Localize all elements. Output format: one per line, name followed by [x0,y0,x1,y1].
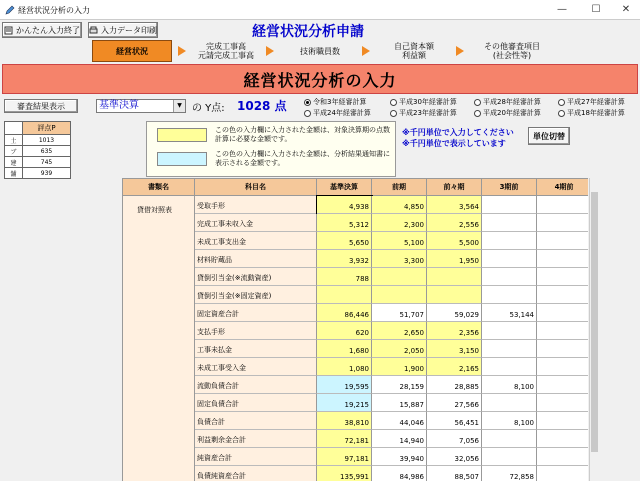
value-cell[interactable] [537,376,588,394]
row-item-name: 支払手形 [195,322,317,340]
score-row [5,168,71,179]
value-cell[interactable]: 3,932 [317,250,372,268]
value-cell[interactable]: 59,029 [427,304,482,322]
value-cell[interactable] [537,448,588,466]
value-cell[interactable] [537,286,588,304]
chevron-down-icon[interactable]: ▼ [173,100,185,112]
value-cell[interactable] [482,448,537,466]
page-banner: 経営状況分析の入力 [2,64,638,94]
note-display-unit: ※千円単位で表示しています [402,139,506,148]
tab-arrow-icon [266,46,274,56]
value-cell[interactable]: 51,707 [372,304,427,322]
value-cell[interactable]: 1,900 [372,358,427,376]
radio-selected-icon [304,99,311,106]
grid-header-row [123,179,588,196]
score-row [5,157,71,168]
row-item-name: 材料貯蔵品 [195,250,317,268]
score-key: 建 [5,157,23,168]
value-cell[interactable] [372,286,427,304]
close-button[interactable]: ✕ [621,4,631,15]
y-value: 1028 点 [237,99,287,113]
value-cell[interactable]: 4,850 [372,196,427,214]
tab-arrow-icon [456,46,464,56]
y-label: の Y点: [192,103,225,114]
score-key: 舗 [5,168,23,179]
value-cell[interactable]: 84,986 [372,466,427,481]
value-cell[interactable]: 2,300 [372,214,427,232]
app-title: 経営状況分析申請 [252,24,364,40]
radio-icon [304,110,311,117]
row-item-name: 工事未払金 [195,340,317,358]
yellow-legend-text: この色の入力欄に入力された金額は、対象決算期の点数計算に必要な金額です。 [215,126,390,143]
basis-select-value: 基準決算 [99,100,139,111]
radio-icon [474,110,481,117]
value-cell[interactable] [537,196,588,214]
table-row [195,466,588,481]
value-cell[interactable] [537,322,588,340]
row-item-name: 貸倒引当金(※固定資産) [195,286,317,304]
value-cell[interactable]: 788 [317,268,372,286]
tab-equity-profit[interactable]: 自己資本額 利益額 [394,42,434,60]
basis-select[interactable] [96,99,186,113]
row-item-name: 固定資産合計 [195,304,317,322]
value-cell[interactable]: 39,940 [372,448,427,466]
radio-icon [390,110,397,117]
table-row [195,196,588,214]
radio-label: 平成30年経審計算 [399,98,457,106]
radio-label: 平成28年経審計算 [483,98,541,106]
value-cell[interactable] [482,322,537,340]
value-cell[interactable] [482,286,537,304]
tab-completed-work[interactable]: 完成工事高 元請完成工事高 [198,42,254,60]
table-row [195,376,588,394]
value-cell[interactable]: 4,938 [317,196,372,214]
radio-label: 平成27年経審計算 [567,98,625,106]
row-item-name: 未成工事支出金 [195,232,317,250]
table-row [195,268,588,286]
printer-icon [89,26,98,35]
header-prev: 前期 [372,179,427,196]
value-cell[interactable]: 28,159 [372,376,427,394]
print-input-label: 入力データ印刷 [101,25,157,35]
row-item-name: 完成工事未収入金 [195,214,317,232]
window-titlebar [0,0,640,20]
value-cell[interactable]: 53,144 [482,304,537,322]
value-cell[interactable] [482,430,537,448]
value-cell[interactable]: 2,650 [372,322,427,340]
value-cell[interactable] [372,268,427,286]
score-table [4,121,71,179]
value-cell[interactable]: 8,100 [482,412,537,430]
header-item: 科目名 [195,179,317,196]
tab-arrow-icon [178,46,186,56]
radio-h30[interactable] [390,97,457,107]
radio-h23[interactable] [390,108,457,118]
value-cell[interactable]: 72,181 [317,430,372,448]
radio-label: 平成23年経審計算 [399,109,457,117]
header-base: 基準決算 [317,179,372,196]
row-item-name: 負債合計 [195,412,317,430]
row-item-name: 受取手形 [195,196,317,214]
radio-label: 平成24年経審計算 [313,109,371,117]
value-cell[interactable]: 28,885 [427,376,482,394]
row-item-name: 利益剰余金合計 [195,430,317,448]
row-item-name: 貸倒引当金(※流動資産) [195,268,317,286]
table-row [195,448,588,466]
category-label: 貸借対照表 [137,206,172,214]
radio-h28[interactable] [474,97,541,107]
value-cell[interactable]: 97,181 [317,448,372,466]
radio-h18[interactable] [558,108,625,118]
score-row [5,146,71,157]
value-cell[interactable]: 5,500 [427,232,482,250]
score-value: 745 [23,157,71,168]
tab-other-items[interactable]: その他審査項目 (社会性等) [484,42,540,60]
radio-h24[interactable] [304,108,371,118]
value-cell[interactable]: 620 [317,322,372,340]
value-cell[interactable] [537,412,588,430]
value-cell[interactable] [482,394,537,412]
value-cell[interactable]: 3,150 [427,340,482,358]
score-row [5,135,71,146]
table-row [195,214,588,232]
radio-label: 平成20年経審計算 [483,109,541,117]
blue-legend-text: この色の入力欄に入力された金額は、分析結果通知書に表示される金額です。 [215,150,390,167]
value-cell[interactable]: 19,215 [317,394,372,412]
row-item-name: 流動負債合計 [195,376,317,394]
document-icon [4,26,13,35]
value-cell[interactable] [537,466,588,481]
value-cell[interactable]: 2,165 [427,358,482,376]
table-row [195,322,588,340]
value-cell[interactable]: 56,451 [427,412,482,430]
value-cell[interactable] [537,430,588,448]
value-cell[interactable]: 32,056 [427,448,482,466]
tab-arrow-icon [362,46,370,56]
header-prev2: 前々期 [427,179,482,196]
score-key: 土 [5,135,23,146]
value-cell[interactable]: 135,991 [317,466,372,481]
unit-toggle-button[interactable]: 単位切替 [528,127,570,145]
value-cell[interactable] [482,250,537,268]
color-legend [146,121,396,177]
value-cell[interactable]: 2,050 [372,340,427,358]
value-cell[interactable] [537,214,588,232]
value-cell[interactable] [537,304,588,322]
radio-h20[interactable] [474,108,541,118]
row-item-name: 負債純資産合計 [195,466,317,481]
table-row [195,250,588,268]
table-row [195,340,588,358]
maximize-button[interactable]: ☐ [591,4,601,15]
value-cell[interactable]: 3,564 [427,196,482,214]
value-cell[interactable]: 1,680 [317,340,372,358]
table-row [195,394,588,412]
score-value: 635 [23,146,71,157]
score-value: 1013 [23,135,71,146]
value-cell[interactable] [317,286,372,304]
value-cell[interactable]: 38,810 [317,412,372,430]
print-input-button[interactable] [88,22,158,38]
row-item-name: 純資産合計 [195,448,317,466]
score-key: ブ [5,146,23,157]
value-cell[interactable]: 5,650 [317,232,372,250]
value-cell[interactable]: 8,100 [482,376,537,394]
radio-icon [558,99,565,106]
score-header: 評点P [23,122,71,135]
app-pencil-icon [5,5,15,15]
value-cell[interactable] [537,340,588,358]
category-balance-sheet [123,196,195,481]
radio-r3[interactable] [304,97,366,107]
value-cell[interactable]: 7,056 [427,430,482,448]
value-cell[interactable]: 1,950 [427,250,482,268]
table-row [195,358,588,376]
value-cell[interactable] [482,358,537,376]
value-cell[interactable]: 5,100 [372,232,427,250]
row-item-name: 未成工事受入金 [195,358,317,376]
note-input-unit: ※千円単位で入力してください [402,128,514,137]
tab-management-status[interactable]: 経営状況 [92,40,172,62]
tab-technical-staff[interactable]: 技術職員数 [300,46,340,56]
value-cell[interactable]: 1,080 [317,358,372,376]
header-document: 書類名 [123,179,195,196]
value-cell[interactable] [427,286,482,304]
value-cell[interactable]: 72,858 [482,466,537,481]
value-cell[interactable]: 15,887 [372,394,427,412]
value-cell[interactable] [482,340,537,358]
value-cell[interactable] [427,268,482,286]
value-cell[interactable]: 5,312 [317,214,372,232]
table-row [195,430,588,448]
radio-label: 令和3年経審計算 [313,98,367,106]
review-result-button[interactable]: 審査結果表示 [4,99,78,113]
radio-icon [558,110,565,117]
value-cell[interactable]: 2,556 [427,214,482,232]
header-4ago: 4期前 [537,179,588,196]
value-cell[interactable] [537,394,588,412]
score-value: 939 [23,168,71,179]
table-row [195,232,588,250]
value-cell[interactable] [482,214,537,232]
yellow-swatch [157,128,207,142]
value-cell[interactable] [537,232,588,250]
value-cell[interactable]: 86,446 [317,304,372,322]
value-cell[interactable]: 3,300 [372,250,427,268]
value-cell[interactable]: 19,595 [317,376,372,394]
value-cell[interactable]: 2,356 [427,322,482,340]
value-cell[interactable]: 88,507 [427,466,482,481]
value-cell[interactable]: 14,940 [372,430,427,448]
minimize-button[interactable]: — [557,4,567,15]
table-row [195,304,588,322]
table-row [195,412,588,430]
value-cell[interactable] [482,196,537,214]
radio-label: 平成18年経審計算 [567,109,625,117]
value-cell[interactable] [537,268,588,286]
value-cell[interactable] [537,250,588,268]
table-row [195,286,588,304]
value-cell[interactable] [482,232,537,250]
value-cell[interactable] [482,268,537,286]
radio-icon [390,99,397,106]
value-cell[interactable] [537,358,588,376]
value-cell[interactable]: 27,566 [427,394,482,412]
window-title: 経営状況分析の入力 [18,6,90,15]
scrollbar-thumb[interactable] [591,192,598,452]
value-cell[interactable]: 44,046 [372,412,427,430]
score-corner [5,122,23,135]
row-item-name: 固定負債合計 [195,394,317,412]
easy-input-end-label: かんたん入力終了 [16,25,80,35]
easy-input-end-button[interactable] [2,22,82,38]
radio-h27[interactable] [558,97,625,107]
header-3ago: 3期前 [482,179,537,196]
financial-grid [122,178,588,481]
grid-scrollbar[interactable] [589,178,599,481]
radio-icon [474,99,481,106]
blue-swatch [157,152,207,166]
